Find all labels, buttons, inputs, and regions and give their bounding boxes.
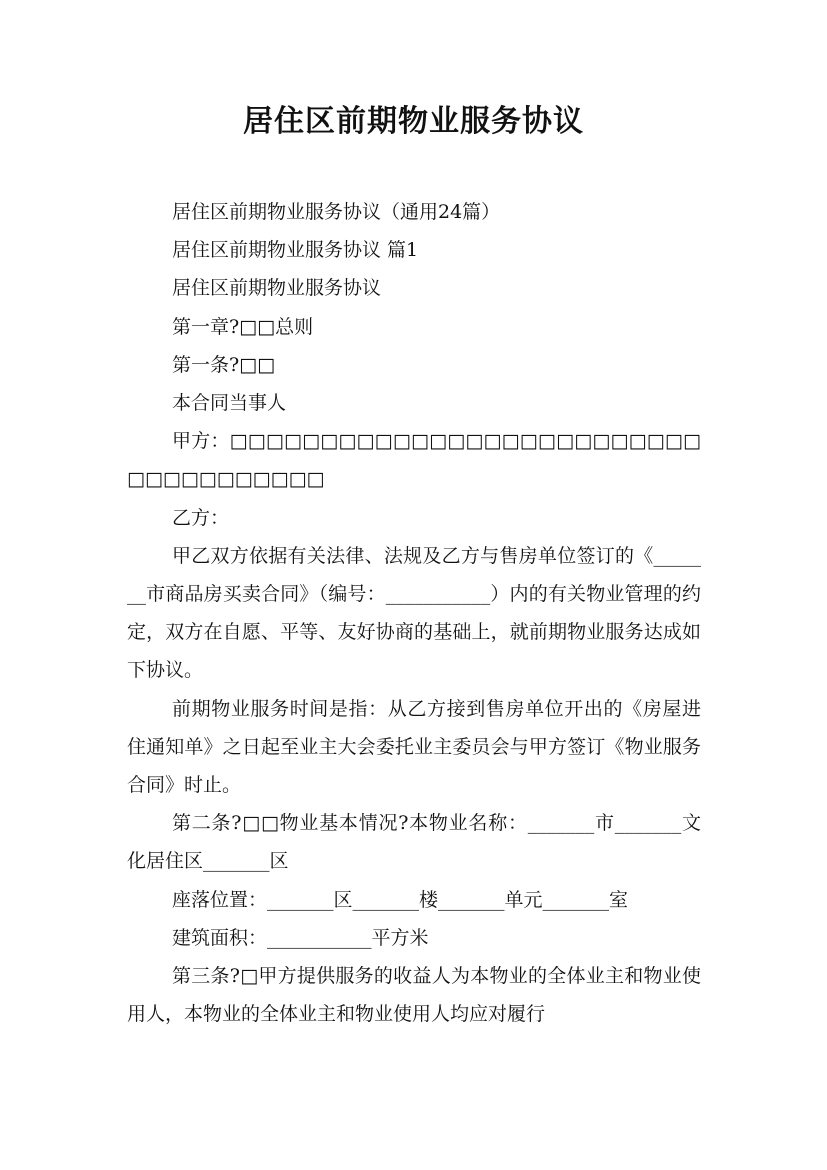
- paragraph: 第一章?□□总则: [172, 315, 314, 338]
- paragraph: 建筑面积：___________平方米: [172, 926, 429, 949]
- paragraph: 甲方：□□□□□□□□□□□□□□□□□□□□□□□□□□□□□□□□□□□□□: [127, 430, 701, 491]
- paragraph: 本合同当事人: [172, 392, 287, 415]
- paragraph: 座落位置：_______区_______楼_______单元_______室: [172, 888, 629, 911]
- document-title: 居住区前期物业服务协议: [243, 104, 584, 139]
- paragraph: 第二条?□□物业基本情况?本物业名称：_______市_______文化居住区_______区: [127, 812, 701, 873]
- paragraph: 甲乙双方依据有关法律、法规及乙方与售房单位签订的《_______市商品房买卖合同》（编号：___________）内的有关物业管理的约定，双方在自愿、平等、友好协商的基础上，就前期物业服务达成如下协议。: [127, 544, 701, 682]
- paragraph: 第三条?□甲方提供服务的收益人为本物业的全体业主和物业使用人，本物业的全体业主和物业使用人均应对履行: [127, 965, 701, 1026]
- paragraph: 第一条?□□: [172, 353, 276, 376]
- document-body: [127, 193, 701, 1033]
- paragraph: 前期物业服务时间是指：从乙方接到售房单位开出的《房屋进住通知单》之日起至业主大会委托业主委员会与甲方签订《物业服务合同》时止。: [127, 697, 701, 797]
- paragraph: 居住区前期物业服务协议: [172, 277, 382, 300]
- paragraph: 居住区前期物业服务协议 篇1: [172, 239, 419, 262]
- paragraph: 居住区前期物业服务协议（通用24篇）: [172, 201, 501, 223]
- paragraph: 乙方：: [172, 506, 230, 529]
